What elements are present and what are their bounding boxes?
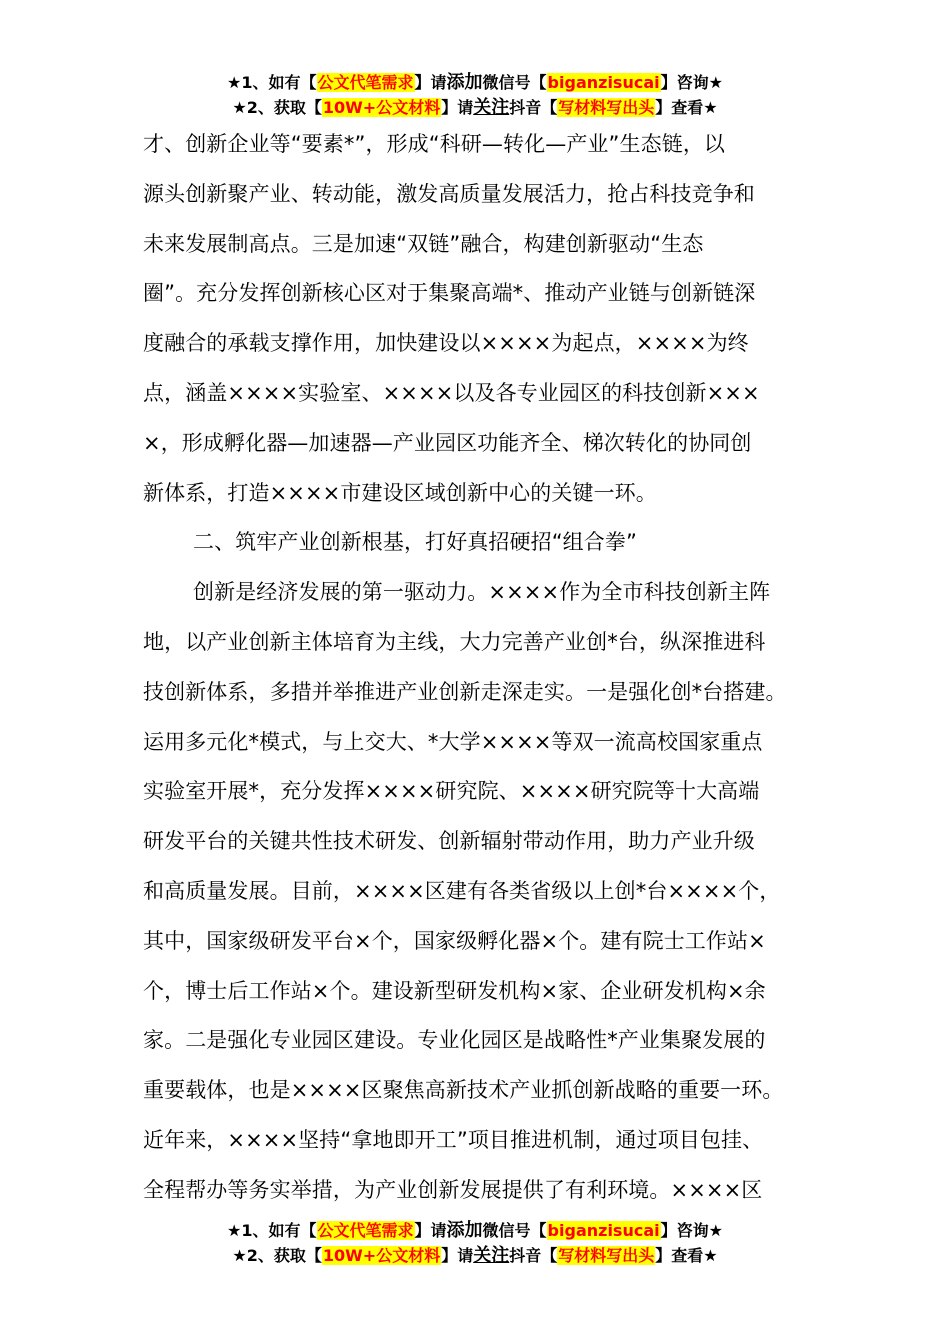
- banner-text: ★1、如有【: [227, 1221, 317, 1240]
- banner-text: 微信号【: [482, 1221, 547, 1240]
- highlight-service: 公文代笔需求: [317, 1221, 414, 1240]
- header-banner: [0, 70, 950, 120]
- banner-line-1: [0, 1218, 950, 1243]
- banner-text: 】查看★: [655, 1246, 718, 1265]
- body-text-line: 个，博士后工作站×个。建设新型研发机构×家、企业研发机构×余: [143, 978, 766, 1003]
- banner-text: 】请: [441, 98, 474, 117]
- highlight-douyin: 写材料写出头: [558, 98, 655, 117]
- body-text-line: 技创新体系，多措并举推进产业创新走深走实。一是强化创*台搭建。: [143, 679, 787, 704]
- body-text-line: 才、创新企业等“要素*”，形成“科研—转化—产业”生态链，以: [143, 132, 726, 156]
- banner-text: 】请: [414, 1221, 447, 1240]
- highlight-wechat-id: biganzisucai: [547, 1221, 660, 1240]
- banner-text: 】咨询★: [660, 1221, 723, 1240]
- body-text-line: ×，形成孵化器—加速器—产业园区功能齐全、梯次转化的协同创: [143, 430, 752, 455]
- banner-text: 】请: [414, 73, 447, 92]
- banner-text: 关注: [473, 97, 510, 118]
- body-text-line: 和高质量发展。目前，××××区建有各类省级以上创*台××××个，: [143, 878, 781, 903]
- footer-banner: [0, 1218, 950, 1268]
- body-text-line: 实验室开展*，充分发挥××××研究院、××××研究院等十大高端: [143, 779, 760, 804]
- body-text-line: 重要载体，也是××××区聚焦高新技术产业抓创新战略的重要一环。: [143, 1078, 784, 1103]
- highlight-materials: 10W+公文材料: [322, 98, 441, 117]
- body-text-line: 运用多元化*模式，与上交大、*大学××××等双一流高校国家重点: [143, 729, 763, 754]
- banner-text: 】查看★: [655, 98, 718, 117]
- banner-text: 】咨询★: [660, 73, 723, 92]
- banner-line-2: [0, 1243, 950, 1268]
- body-text-line: 未来发展制高点。三是加速“双链”融合，构建创新驱动“生态: [143, 231, 704, 256]
- banner-text: 抖音【: [509, 1246, 558, 1265]
- body-text-line: 创新是经济发展的第一驱动力。××××作为全市科技创新主阵: [193, 580, 771, 605]
- body-text-line: 源头创新聚产业、转动能，激发高质量发展活力，抢占科技竞争和: [143, 181, 755, 206]
- body-text-line: 近年来，××××坚持“拿地即开工”项目推进机制，通过项目包挂、: [143, 1127, 764, 1152]
- banner-text: 添加: [446, 1220, 483, 1241]
- body-text-line: 地，以产业创新主体培育为主线，大力完善产业创*台，纵深推进科: [143, 629, 766, 654]
- banner-text: ★2、获取【: [232, 98, 322, 117]
- body-text-line: 新体系，打造××××市建设区域创新中心的关键一环。: [143, 480, 657, 505]
- highlight-douyin: 写材料写出头: [558, 1246, 655, 1265]
- banner-text: 】请: [441, 1246, 474, 1265]
- section-heading: 二、筑牢产业创新根基，打好真招硬招“组合拳”: [193, 530, 637, 555]
- body-text-line: 全程帮办等务实举措，为产业创新发展提供了有利环境。××××区: [143, 1177, 763, 1202]
- banner-text: 关注: [473, 1245, 510, 1266]
- body-text-line: 圈”。充分发挥创新核心区对于集聚高端*、推动产业链与创新链深: [143, 281, 756, 306]
- banner-text: ★2、获取【: [232, 1246, 322, 1265]
- body-text-line: 点，涵盖××××实验室、××××以及各专业园区的科技创新×××: [143, 380, 760, 405]
- banner-text: 添加: [446, 72, 483, 93]
- body-text-line: 研发平台的关键共性技术研发、创新辐射带动作用，助力产业升级: [143, 829, 755, 854]
- banner-line-1: [0, 70, 950, 95]
- banner-text: 微信号【: [482, 73, 547, 92]
- banner-text: ★1、如有【: [227, 73, 317, 92]
- document-body: [143, 120, 811, 1216]
- body-text-line: 家。二是强化专业园区建设。专业化园区是战略性*产业集聚发展的: [143, 1028, 766, 1053]
- highlight-wechat-id: biganzisucai: [547, 73, 660, 92]
- highlight-service: 公文代笔需求: [317, 73, 414, 92]
- banner-text: 抖音【: [509, 98, 558, 117]
- banner-line-2: [0, 95, 950, 120]
- highlight-materials: 10W+公文材料: [322, 1246, 441, 1265]
- body-text-line: 其中，国家级研发平台×个，国家级孵化器×个。建有院士工作站×: [143, 928, 766, 953]
- body-text-line: 度融合的承载支撑作用，加快建设以××××为起点，××××为终: [143, 331, 749, 356]
